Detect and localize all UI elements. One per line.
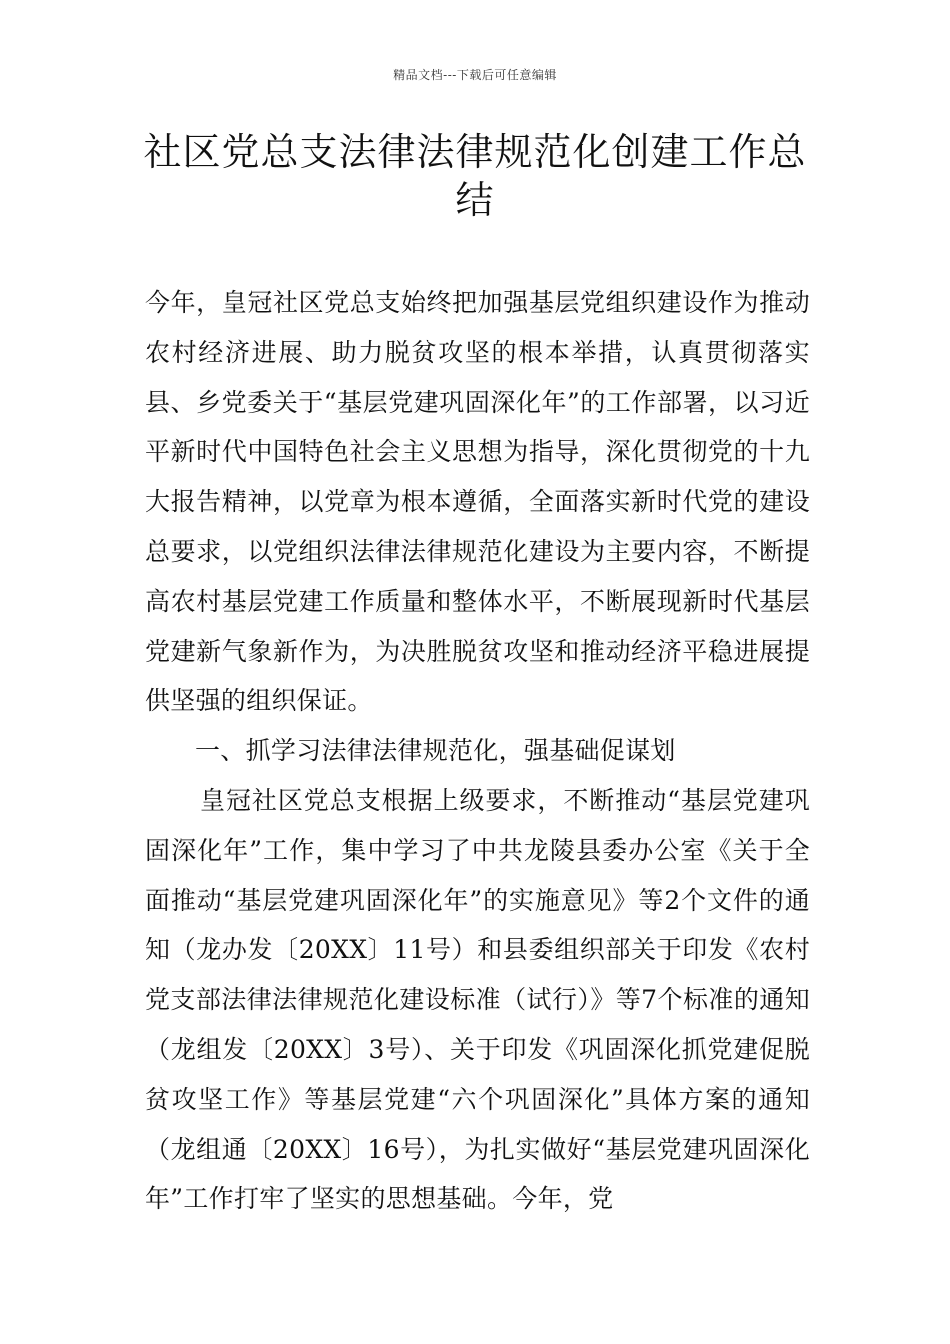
section-heading-1: 一、抓学习法律法律规范化，强基础促谋划 (195, 736, 676, 766)
paragraph-section-1: 皇冠社区党总支根据上级要求，不断推动“基层党建巩固深化年”工作，集中学习了中共龙陵县委办公室《关于全面推动“基层党建巩固深化年”的实施意见》等2个文件的通知（龙办发〔20XX〕11号）和县委组织部关于印发《农村党支部法律法律规范化建设标准（试行）》等7个标准的通知（龙组发〔20XX〕3号）、关于印发《巩固深化抓党建促脱贫攻坚工作》等基层党建“六个巩固深化”具体方案的通知（龙组通〔20XX〕16号），为扎实做好“基层党建巩固深化年”工作打牢了坚实的思想基础。今年，党 (145, 785, 810, 1214)
paragraph-intro: 今年，皇冠社区党总支始终把加强基层党组织建设作为推动农村经济进展、助力脱贫攻坚的根本举措，认真贯彻落实县、乡党委关于“基层党建巩固深化年”的工作部署，以习近平新时代中国特色社会主义思想为指导，深化贯彻党的十九大报告精神，以党章为根本遵循，全面落实新时代党的建设总要求，以党组织法律法律规范化建设为主要内容，不断提高农村基层党建工作质量和整体水平，不断展现新时代基层党建新气象新作为，为决胜脱贫攻坚和推动经济平稳进展提供坚强的组织保证。 (145, 288, 810, 716)
document-body (145, 278, 810, 1224)
header-note: 精品文档---下载后可任意编辑 (393, 68, 557, 82)
document-title: 社区党总支法律法律规范化创建工作总结 (143, 130, 807, 222)
